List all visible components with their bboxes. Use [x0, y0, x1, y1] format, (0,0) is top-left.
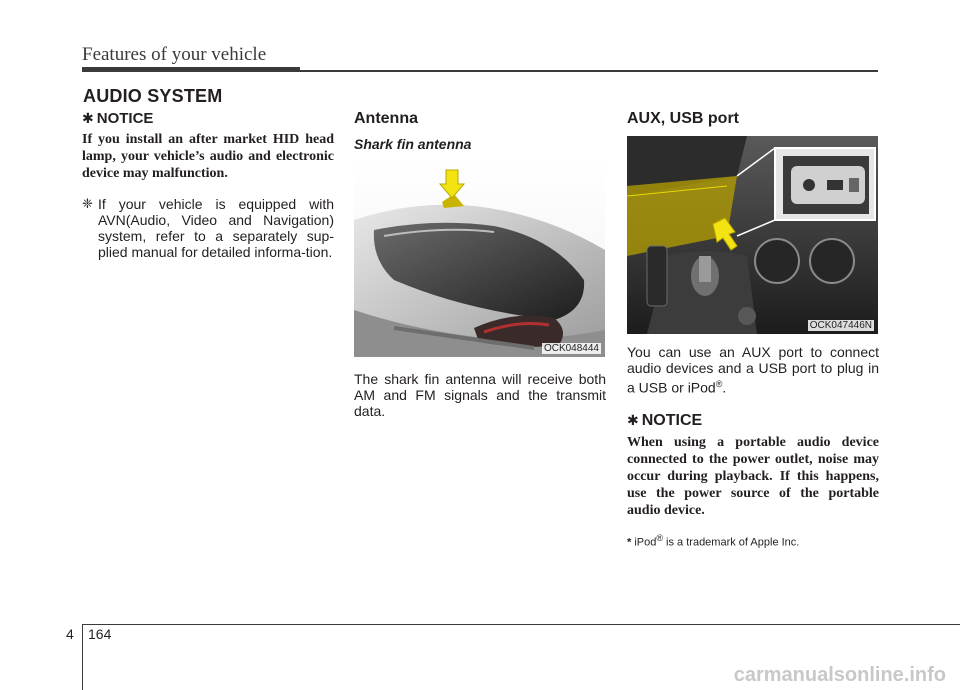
avn-info-text: If your vehicle is equipped with AVN(Audio, Video and Navigation) system, refer to a separately sup-plied manual for detailed informa-tion. — [98, 196, 334, 260]
antenna-description: The shark fin antenna will receive both AM and FM signals and the transmit data. — [354, 371, 606, 419]
column-aux-usb — [627, 110, 879, 548]
column-notice — [82, 110, 334, 260]
ipod-trademark-note — [627, 533, 879, 549]
portable-audio-notice-text: When using a portable audio device connected to the power outlet, noise may occur during playback. If this happens, use the power source of the portable audio device. — [627, 434, 879, 518]
section-title: AUDIO SYSTEM — [83, 86, 223, 106]
registered-mark: ® — [715, 379, 723, 389]
avn-info — [82, 196, 334, 260]
aux-usb-description-end: . — [722, 379, 727, 396]
shark-fin-subheading: Shark fin antenna — [354, 136, 472, 152]
header-title: Features of your vehicle — [82, 44, 267, 65]
page-number: 164 — [88, 626, 112, 642]
shark-fin-illustration — [354, 160, 605, 357]
antenna-heading: Antenna — [354, 110, 418, 127]
footer-divider — [82, 624, 83, 690]
footer-rule — [82, 624, 960, 625]
info-star-icon: ❈ — [82, 196, 93, 211]
notice-label: NOTICE — [641, 411, 703, 429]
aux-usb-figure — [627, 136, 878, 334]
figure-code: OCK047446N — [809, 320, 872, 331]
footnote-rest: is a trademark of Apple Inc. — [663, 536, 800, 549]
shark-fin-figure — [354, 160, 605, 357]
watermark: carmanualsonline.info — [733, 664, 946, 686]
notice-cross-icon: ✱ — [627, 412, 639, 429]
console-illustration — [627, 136, 878, 334]
notice-label: NOTICE — [96, 110, 154, 127]
notice-heading — [627, 412, 879, 430]
column-antenna — [354, 110, 606, 419]
aux-usb-heading: AUX, USB port — [627, 110, 739, 127]
hid-warning-text: If you install an after market HID head lamp, your vehicle’s audio and electronic device may malfunction. — [82, 132, 334, 181]
header-rule-thin — [300, 70, 878, 72]
aux-usb-description-main: You can use an AUX port to connect audio devices and a USB port to plug in a USB or iPod — [627, 344, 879, 396]
footnote-ipod: iPod — [631, 536, 657, 549]
notice-cross-icon: ✱ — [82, 110, 94, 126]
notice-heading — [82, 110, 334, 127]
chapter-number: 4 — [66, 626, 74, 642]
header-rule — [82, 67, 300, 72]
aux-usb-description — [627, 344, 879, 396]
figure-code: OCK048444 — [543, 343, 599, 354]
footnote-star: * — [627, 536, 632, 549]
registered-mark: ® — [656, 532, 663, 543]
